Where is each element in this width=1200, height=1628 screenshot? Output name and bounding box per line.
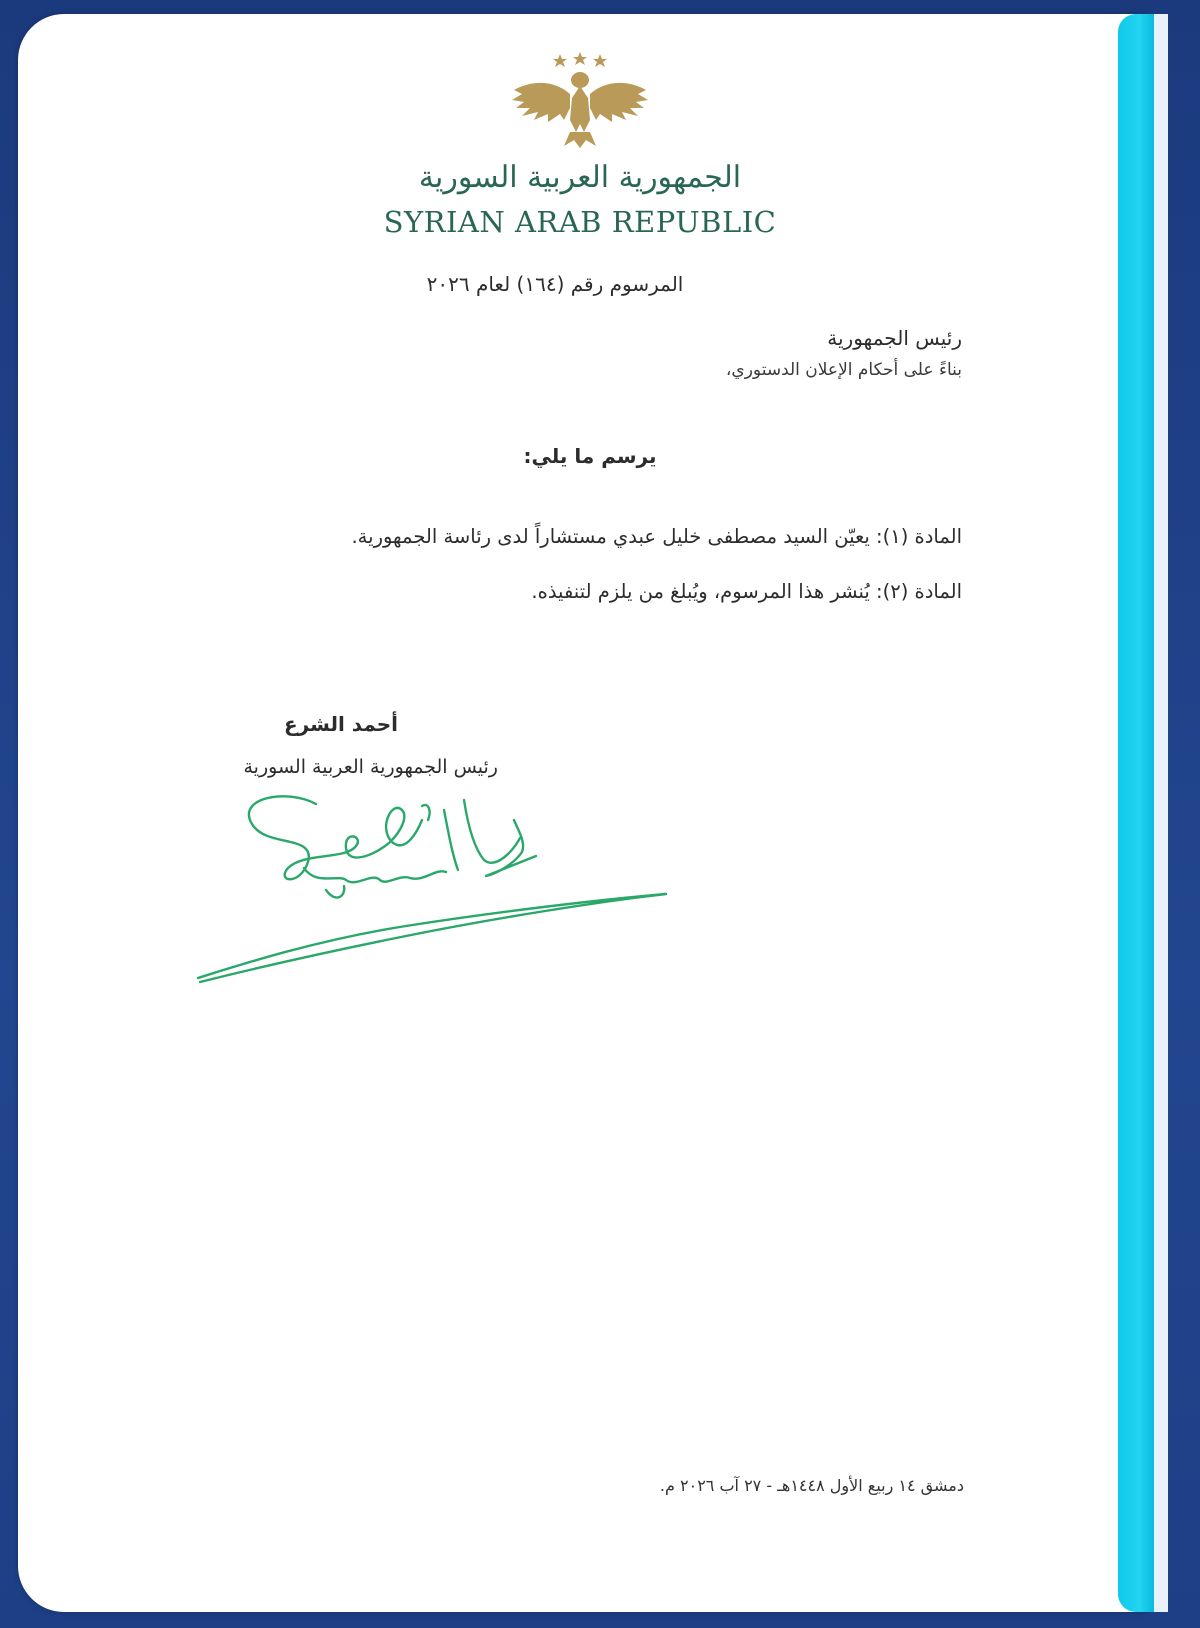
page-edge-accent [1118,14,1154,1612]
signatory-name: أحمد الشرع [283,712,398,736]
letterhead-english-name: SYRIAN ARAB REPUBLIC [383,205,777,239]
decrees-heading: يرسم ما يلي: [523,444,657,468]
letterhead-arabic-name: الجمهورية العربية السورية [418,160,742,195]
handwritten-signature [196,790,716,1030]
article-2: المادة (٢): يُنشر هذا المرسوم، ويُبلغ من يلزم لتنفيذه. [531,580,962,603]
eagle-emblem-icon [508,50,652,150]
article-1: المادة (١): يعيّن السيد مصطفى خليل عبدي مستشاراً لدى رئاسة الجمهورية. [351,525,962,548]
issue-date: دمشق ١٤ ربيع الأول ١٤٤٨هـ - ٢٧ آب ٢٠٢٦ م. [659,1476,964,1495]
decree-number: المرسوم رقم (١٦٤) لعام ٢٠٢٦ [426,272,684,296]
issuer-title: رئيس الجمهورية [827,326,962,350]
page-edge-margin [1154,14,1168,1612]
legal-basis: بناءً على أحكام الإعلان الدستوري، [725,360,962,380]
signatory-title: رئيس الجمهورية العربية السورية [243,756,498,778]
